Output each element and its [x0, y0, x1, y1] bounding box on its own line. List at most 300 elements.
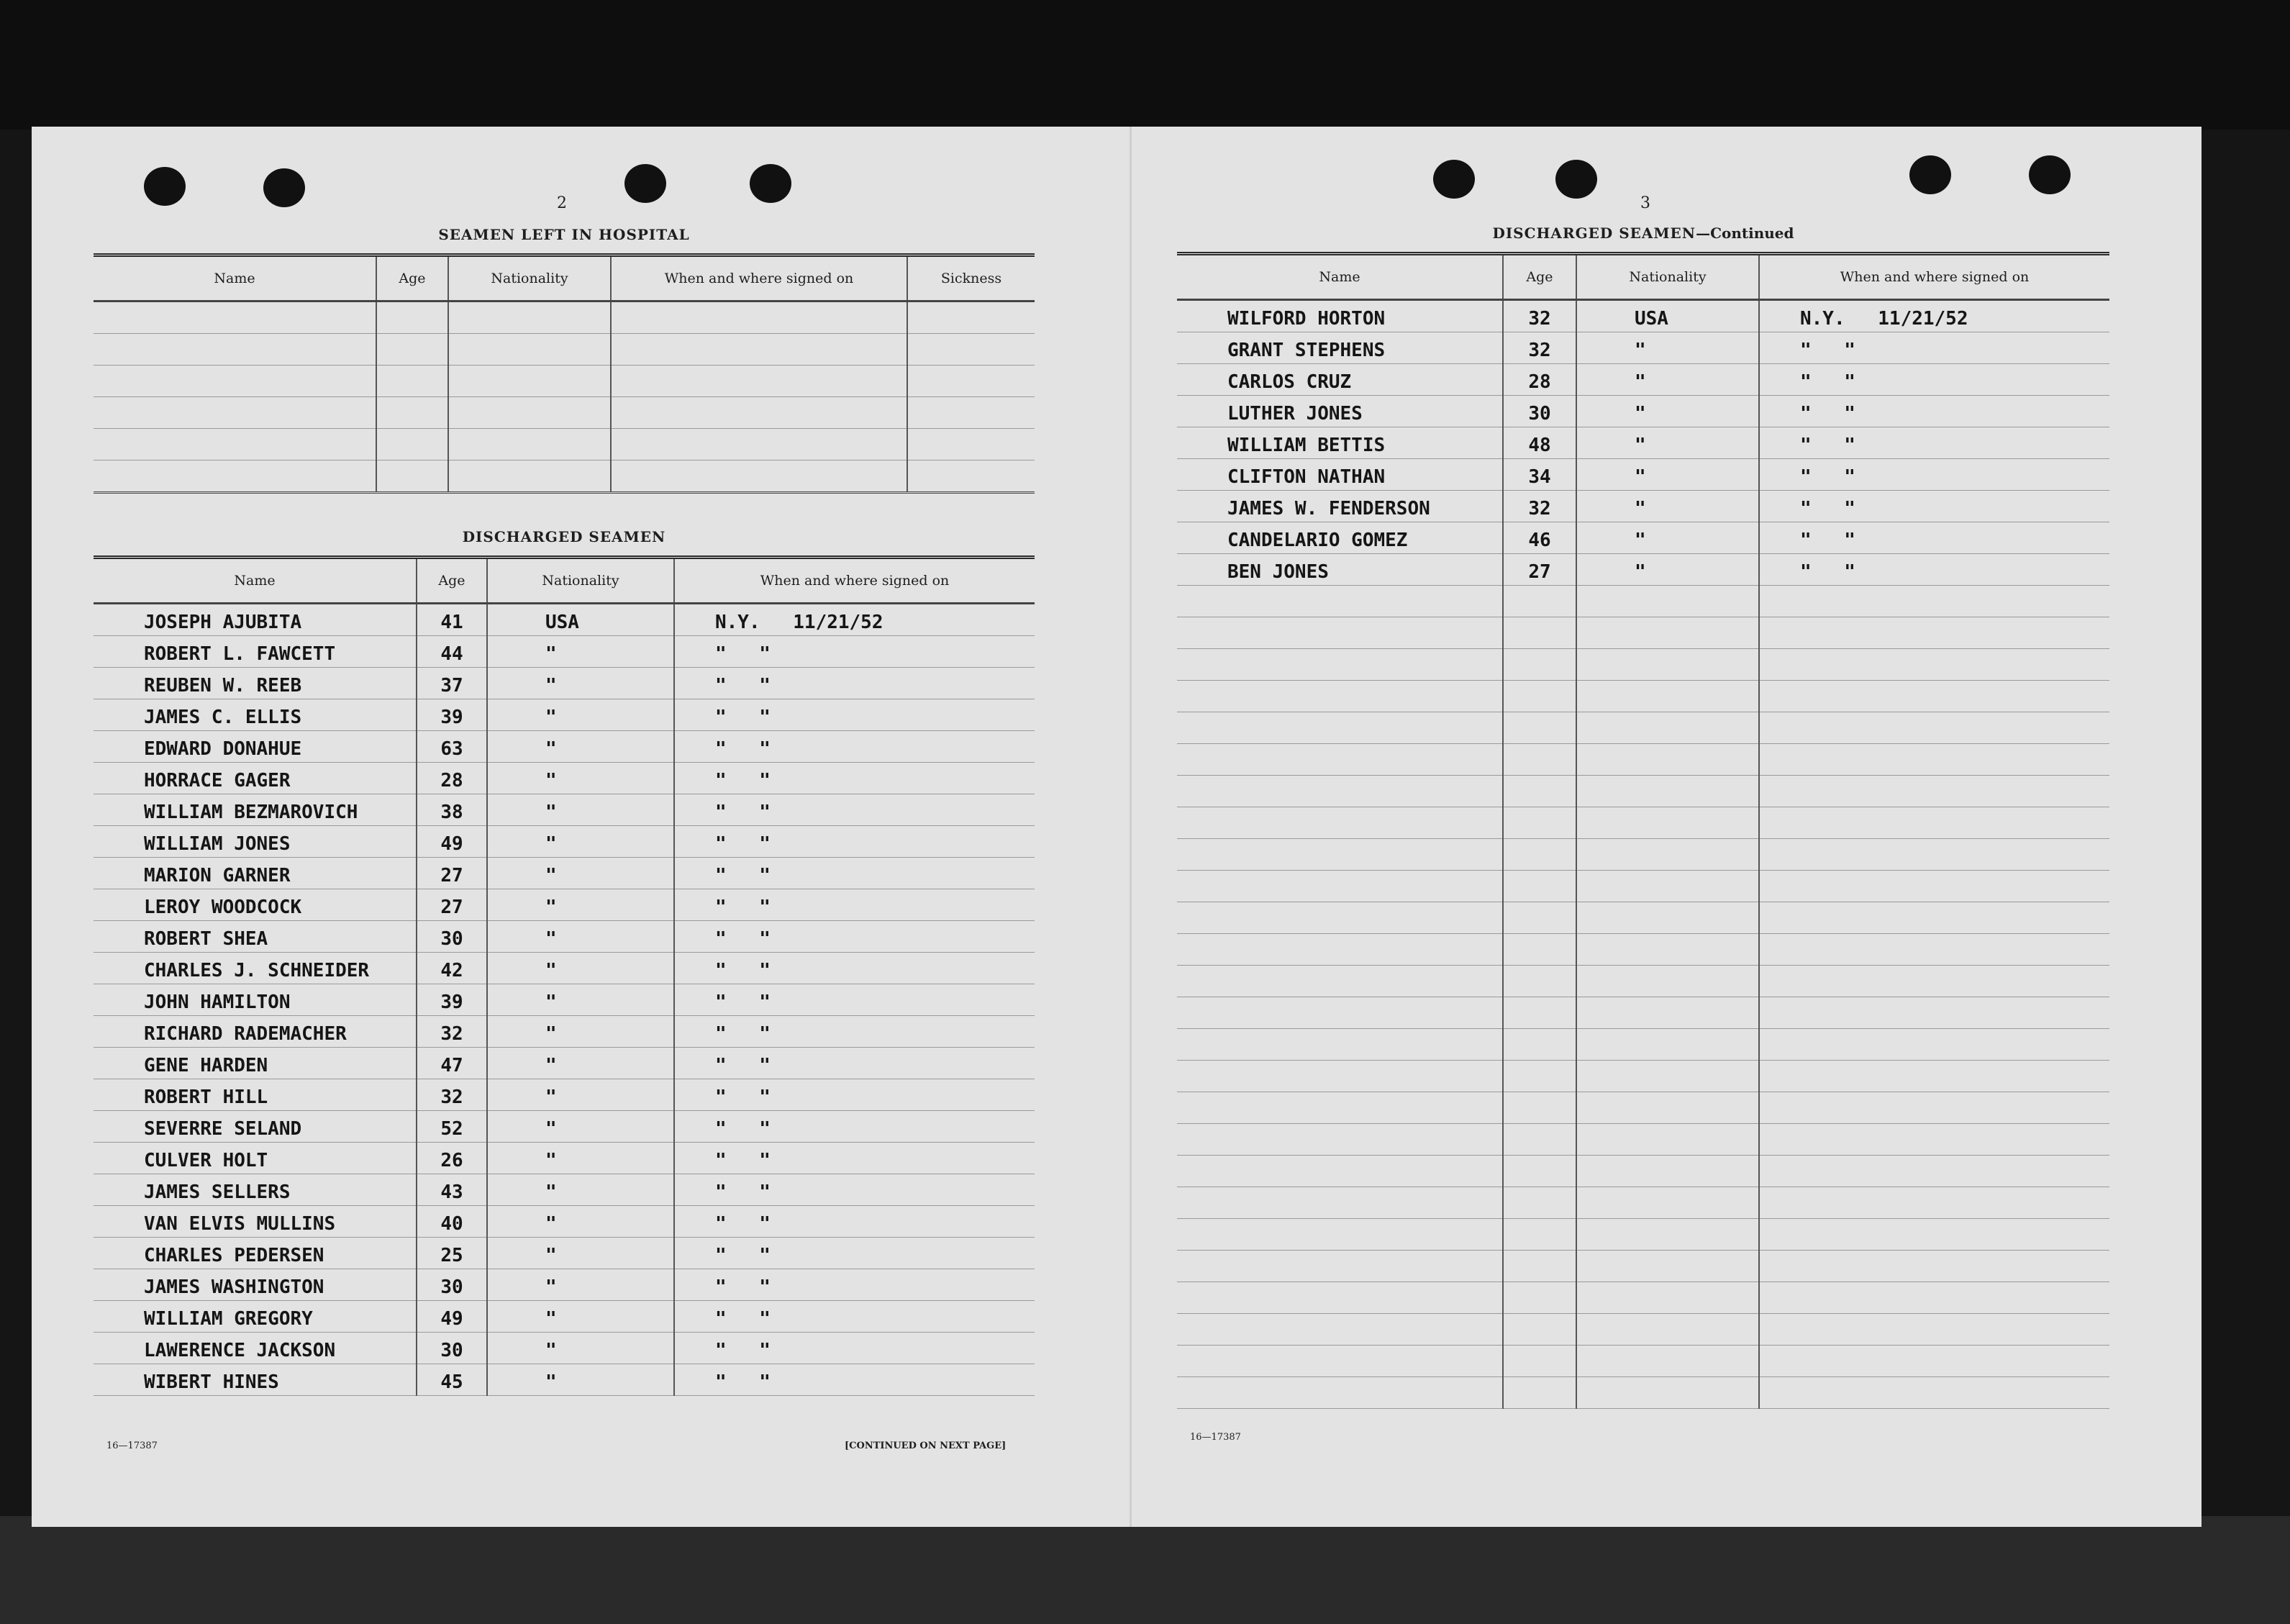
signed-on [1759, 839, 2109, 871]
seaman-age: 32 [417, 1079, 487, 1111]
signed-on [1759, 871, 2109, 902]
signed-on [1759, 1251, 2109, 1282]
seaman-age: 30 [1503, 396, 1576, 427]
document-sheet [32, 127, 2202, 1527]
seaman-age [1503, 839, 1576, 871]
seaman-age [1503, 1219, 1576, 1251]
seaman-age: 41 [417, 604, 487, 636]
left-page [32, 127, 1130, 1527]
seaman-nationality: " [487, 921, 674, 953]
seaman-nationality: " [487, 636, 674, 668]
seaman-nationality: " [487, 763, 674, 794]
col-name: Name [94, 255, 376, 301]
seaman-age: 32 [1503, 332, 1576, 364]
seaman-nationality: " [487, 1143, 674, 1174]
seaman-nationality [1576, 586, 1759, 617]
table-row [1177, 1377, 2109, 1409]
table-row [94, 1269, 1035, 1301]
col-age: Age [1503, 254, 1576, 300]
seaman-nationality [1576, 1282, 1759, 1314]
seaman-age [1503, 744, 1576, 776]
seaman-age [1503, 1346, 1576, 1377]
seaman-age: 30 [417, 1333, 487, 1364]
seaman-age: 32 [417, 1016, 487, 1048]
hospital-section-title: SEAMEN LEFT IN HOSPITAL [438, 226, 690, 243]
seaman-age [1503, 1029, 1576, 1061]
seaman-nationality [1576, 839, 1759, 871]
page-number: 2 [557, 194, 567, 212]
seaman-name [1177, 776, 1503, 807]
table-row [94, 984, 1035, 1016]
signed-on: " " [1759, 332, 2109, 364]
table-row [94, 461, 1035, 493]
seaman-nationality [1576, 1346, 1759, 1377]
signed-on [1759, 1092, 2109, 1124]
col-nationality: Nationality [1576, 254, 1759, 300]
seaman-age [1503, 934, 1576, 966]
table-row [94, 429, 1035, 461]
seaman-age [1503, 1187, 1576, 1219]
signed-on [1759, 1346, 2109, 1377]
seaman-nationality: " [1576, 364, 1759, 396]
table-row [1177, 554, 2109, 586]
seaman-name [1177, 744, 1503, 776]
signed-on [1759, 966, 2109, 997]
film-border-top [0, 0, 2290, 130]
seaman-name: WIBERT HINES [94, 1364, 417, 1396]
seaman-age: 26 [417, 1143, 487, 1174]
seaman-age [1503, 807, 1576, 839]
signed-on [1759, 1219, 2109, 1251]
table-row [1177, 839, 2109, 871]
title-suffix: —Continued [1696, 224, 1794, 242]
seaman-name: LEROY WOODCOCK [94, 889, 417, 921]
seaman-name: BEN JONES [1177, 554, 1503, 586]
signed-on [1759, 1282, 2109, 1314]
seaman-age: 63 [417, 731, 487, 763]
seaman-age [1503, 871, 1576, 902]
signed-on [1759, 776, 2109, 807]
seaman-name [1177, 807, 1503, 839]
seaman-age [1503, 902, 1576, 934]
signed-on [1759, 1124, 2109, 1156]
seaman-name [1177, 1219, 1503, 1251]
signed-on: " " [1759, 427, 2109, 459]
seaman-name [1177, 1251, 1503, 1282]
seaman-age [1503, 586, 1576, 617]
table-row [94, 1048, 1035, 1079]
seaman-age: 44 [417, 636, 487, 668]
signed-on: N.Y. 11/21/52 [674, 604, 1035, 636]
signed-on: " " [674, 636, 1035, 668]
table-row [1177, 966, 2109, 997]
seaman-name: CANDELARIO GOMEZ [1177, 522, 1503, 554]
table-row [1177, 934, 2109, 966]
seaman-age: 47 [417, 1048, 487, 1079]
signed-on [1759, 934, 2109, 966]
seaman-age: 28 [1503, 364, 1576, 396]
seaman-nationality [1576, 1092, 1759, 1124]
signed-on: " " [674, 1016, 1035, 1048]
signed-on [1759, 1187, 2109, 1219]
table-row [94, 921, 1035, 953]
seaman-name: WILFORD HORTON [1177, 300, 1503, 332]
signed-on: " " [1759, 396, 2109, 427]
seaman-name: WILLIAM BETTIS [1177, 427, 1503, 459]
col-name: Name [1177, 254, 1503, 300]
table-row [94, 858, 1035, 889]
seaman-age: 43 [417, 1174, 487, 1206]
table-row [1177, 1346, 2109, 1377]
signed-on: " " [674, 1269, 1035, 1301]
signed-on: " " [674, 858, 1035, 889]
form-number: 16—17387 [106, 1441, 158, 1451]
seaman-name [1177, 649, 1503, 681]
right-page [1132, 127, 2202, 1527]
title-main: DISCHARGED SEAMEN [1492, 224, 1696, 242]
seaman-nationality: " [487, 1079, 674, 1111]
signed-on [1759, 681, 2109, 712]
table-row [1177, 997, 2109, 1029]
seaman-name: ROBERT L. FAWCETT [94, 636, 417, 668]
seaman-name [1177, 839, 1503, 871]
seaman-name: LUTHER JONES [1177, 396, 1503, 427]
table-row [94, 1079, 1035, 1111]
seaman-nationality [1576, 1187, 1759, 1219]
seaman-name: ROBERT HILL [94, 1079, 417, 1111]
table-row [1177, 871, 2109, 902]
signed-on [1759, 997, 2109, 1029]
table-row [1177, 459, 2109, 491]
signed-on: " " [674, 1174, 1035, 1206]
seaman-age: 30 [417, 1269, 487, 1301]
table-row [94, 636, 1035, 668]
signed-on: " " [674, 1048, 1035, 1079]
seaman-age: 30 [417, 921, 487, 953]
seaman-nationality: " [487, 984, 674, 1016]
table-row [94, 334, 1035, 366]
seaman-age: 34 [1503, 459, 1576, 491]
signed-on [1759, 1156, 2109, 1187]
table-row [1177, 396, 2109, 427]
seaman-nationality: " [1576, 459, 1759, 491]
signed-on: N.Y. 11/21/52 [1759, 300, 2109, 332]
table-row [1177, 1029, 2109, 1061]
seaman-nationality: " [487, 826, 674, 858]
signed-on: " " [674, 1111, 1035, 1143]
table-row [94, 1174, 1035, 1206]
signed-on: " " [674, 699, 1035, 731]
seaman-name: CHARLES PEDERSEN [94, 1238, 417, 1269]
seaman-age [1503, 1124, 1576, 1156]
hospital-rows [94, 301, 1035, 493]
signed-on [1759, 712, 2109, 744]
seaman-nationality [1576, 681, 1759, 712]
table-row [1177, 1282, 2109, 1314]
table-row [1177, 681, 2109, 712]
seaman-name: ROBERT SHEA [94, 921, 417, 953]
signed-on: " " [674, 794, 1035, 826]
signed-on: " " [674, 889, 1035, 921]
signed-on [1759, 617, 2109, 649]
seaman-age [1503, 649, 1576, 681]
seaman-nationality: " [1576, 396, 1759, 427]
table-row [1177, 491, 2109, 522]
seaman-nationality: " [487, 1048, 674, 1079]
seaman-name: RICHARD RADEMACHER [94, 1016, 417, 1048]
table-row [94, 1143, 1035, 1174]
table-row [94, 826, 1035, 858]
table-row [94, 1364, 1035, 1396]
continued-note: [CONTINUED ON NEXT PAGE] [845, 1441, 1007, 1451]
table-row [1177, 617, 2109, 649]
seaman-nationality: " [487, 889, 674, 921]
signed-on [1759, 807, 2109, 839]
table-row [1177, 1061, 2109, 1092]
table-row [1177, 649, 2109, 681]
hospital-table [94, 253, 1035, 494]
signed-on: " " [1759, 364, 2109, 396]
seaman-age [1503, 617, 1576, 649]
signed-on: " " [1759, 522, 2109, 554]
form-number: 16—17387 [1190, 1432, 1241, 1443]
table-row [94, 763, 1035, 794]
table-row [94, 301, 1035, 334]
table-row [94, 1333, 1035, 1364]
seaman-age [1503, 1314, 1576, 1346]
seaman-nationality: " [487, 1238, 674, 1269]
table-row [1177, 1124, 2109, 1156]
seaman-nationality: " [487, 953, 674, 984]
signed-on: " " [674, 1079, 1035, 1111]
seaman-age [1503, 1251, 1576, 1282]
seaman-age: 52 [417, 1111, 487, 1143]
seaman-nationality [1576, 997, 1759, 1029]
signed-on [1759, 649, 2109, 681]
seaman-age: 28 [417, 763, 487, 794]
seaman-name: HORRACE GAGER [94, 763, 417, 794]
seaman-nationality [1576, 776, 1759, 807]
table-row [1177, 332, 2109, 364]
table-row [94, 604, 1035, 636]
seaman-nationality: " [487, 731, 674, 763]
seaman-name [1177, 712, 1503, 744]
seaman-nationality [1576, 1251, 1759, 1282]
seaman-name [1177, 1377, 1503, 1409]
table-row [1177, 1187, 2109, 1219]
seaman-age [1503, 776, 1576, 807]
col-nationality: Nationality [448, 255, 611, 301]
seaman-nationality [1576, 1219, 1759, 1251]
signed-on: " " [1759, 491, 2109, 522]
page-fold [1130, 127, 1132, 1527]
seaman-age: 32 [1503, 300, 1576, 332]
table-row [94, 1301, 1035, 1333]
col-age: Age [417, 558, 487, 604]
table-row [94, 1016, 1035, 1048]
seaman-name [1177, 1061, 1503, 1092]
seaman-age: 42 [417, 953, 487, 984]
seaman-age: 27 [1503, 554, 1576, 586]
seaman-name [1177, 1314, 1503, 1346]
seaman-nationality: " [487, 1301, 674, 1333]
seaman-nationality: " [487, 794, 674, 826]
seaman-name: SEVERRE SELAND [94, 1111, 417, 1143]
discharged-section-title: DISCHARGED SEAMEN [462, 528, 666, 545]
seaman-nationality [1576, 1124, 1759, 1156]
seaman-nationality: " [1576, 332, 1759, 364]
seaman-nationality: " [487, 1016, 674, 1048]
seaman-age: 49 [417, 1301, 487, 1333]
table-row [1177, 744, 2109, 776]
signed-on: " " [1759, 459, 2109, 491]
seaman-name [1177, 1124, 1503, 1156]
seaman-nationality [1576, 934, 1759, 966]
table-row [1177, 1156, 2109, 1187]
signed-on: " " [674, 1143, 1035, 1174]
seaman-age: 32 [1503, 491, 1576, 522]
signed-on [1759, 586, 2109, 617]
signed-on: " " [674, 1364, 1035, 1396]
seaman-nationality: " [487, 1206, 674, 1238]
signed-on: " " [674, 763, 1035, 794]
continued-section-title [1177, 224, 2109, 242]
signed-on: " " [674, 953, 1035, 984]
signed-on: " " [674, 984, 1035, 1016]
seaman-nationality [1576, 902, 1759, 934]
seaman-name [1177, 1282, 1503, 1314]
table-row [1177, 586, 2109, 617]
seaman-age [1503, 1377, 1576, 1409]
seaman-nationality [1576, 744, 1759, 776]
table-row [1177, 1219, 2109, 1251]
seaman-age: 27 [417, 889, 487, 921]
seaman-name [1177, 1187, 1503, 1219]
seaman-nationality [1576, 1061, 1759, 1092]
signed-on: " " [674, 1333, 1035, 1364]
table-row [94, 889, 1035, 921]
table-row [1177, 807, 2109, 839]
table-row [1177, 1092, 2109, 1124]
table-row [1177, 712, 2109, 744]
seaman-name [1177, 966, 1503, 997]
seaman-age [1503, 1061, 1576, 1092]
signed-on: " " [674, 668, 1035, 699]
discharged-table [94, 555, 1035, 1396]
seaman-name: JAMES SELLERS [94, 1174, 417, 1206]
seaman-age: 39 [417, 984, 487, 1016]
signed-on: " " [1759, 554, 2109, 586]
col-name: Name [94, 558, 417, 604]
seaman-age: 37 [417, 668, 487, 699]
seaman-age: 48 [1503, 427, 1576, 459]
col-sickness: Sickness [907, 255, 1035, 301]
seaman-age: 38 [417, 794, 487, 826]
seaman-name: JOSEPH AJUBITA [94, 604, 417, 636]
seaman-name: WILLIAM BEZMAROVICH [94, 794, 417, 826]
table-row [94, 794, 1035, 826]
seaman-name [1177, 617, 1503, 649]
seaman-age [1503, 997, 1576, 1029]
seaman-age [1503, 1092, 1576, 1124]
table-row [1177, 427, 2109, 459]
seaman-nationality: " [487, 699, 674, 731]
table-row [1177, 522, 2109, 554]
seaman-nationality: " [487, 668, 674, 699]
signed-on [1759, 902, 2109, 934]
seaman-nationality: " [487, 1333, 674, 1364]
seaman-nationality: " [487, 1364, 674, 1396]
signed-on: " " [674, 826, 1035, 858]
seaman-name: CULVER HOLT [94, 1143, 417, 1174]
seaman-age: 45 [417, 1364, 487, 1396]
seaman-name: CARLOS CRUZ [1177, 364, 1503, 396]
signed-on [1759, 1061, 2109, 1092]
seaman-age [1503, 712, 1576, 744]
seaman-name: CLIFTON NATHAN [1177, 459, 1503, 491]
seaman-name [1177, 681, 1503, 712]
film-border-bottom [0, 1516, 2290, 1624]
seaman-name [1177, 902, 1503, 934]
table-row [1177, 1251, 2109, 1282]
seaman-nationality [1576, 966, 1759, 997]
seaman-nationality: " [1576, 491, 1759, 522]
table-row [94, 699, 1035, 731]
seaman-age: 39 [417, 699, 487, 731]
signed-on: " " [674, 1238, 1035, 1269]
table-row [1177, 902, 2109, 934]
col-when-where: When and where signed on [674, 558, 1035, 604]
seaman-nationality [1576, 617, 1759, 649]
table-row [1177, 1314, 2109, 1346]
seaman-name: VAN ELVIS MULLINS [94, 1206, 417, 1238]
signed-on: " " [674, 731, 1035, 763]
seaman-name [1177, 997, 1503, 1029]
seaman-nationality [1576, 1314, 1759, 1346]
seaman-age: 46 [1503, 522, 1576, 554]
seaman-nationality [1576, 871, 1759, 902]
seaman-nationality: " [487, 858, 674, 889]
seaman-nationality [1576, 807, 1759, 839]
seaman-name: JAMES WASHINGTON [94, 1269, 417, 1301]
col-age: Age [376, 255, 448, 301]
seaman-name [1177, 1029, 1503, 1061]
seaman-name: CHARLES J. SCHNEIDER [94, 953, 417, 984]
table-row [94, 668, 1035, 699]
discharged-rows [94, 604, 1035, 1396]
seaman-name [1177, 871, 1503, 902]
signed-on: " " [674, 1301, 1035, 1333]
seaman-name: EDWARD DONAHUE [94, 731, 417, 763]
seaman-name: MARION GARNER [94, 858, 417, 889]
signed-on [1759, 744, 2109, 776]
seaman-name: WILLIAM JONES [94, 826, 417, 858]
seaman-nationality [1576, 1156, 1759, 1187]
table-row [94, 366, 1035, 397]
signed-on: " " [674, 921, 1035, 953]
seaman-name [1177, 934, 1503, 966]
seaman-age: 40 [417, 1206, 487, 1238]
table-row [94, 1238, 1035, 1269]
seaman-nationality: USA [487, 604, 674, 636]
seaman-nationality [1576, 1377, 1759, 1409]
seaman-name: JOHN HAMILTON [94, 984, 417, 1016]
table-row [1177, 364, 2109, 396]
signed-on [1759, 1377, 2109, 1409]
seaman-name [1177, 1156, 1503, 1187]
col-when-where: When and where signed on [611, 255, 907, 301]
seaman-nationality: " [487, 1269, 674, 1301]
